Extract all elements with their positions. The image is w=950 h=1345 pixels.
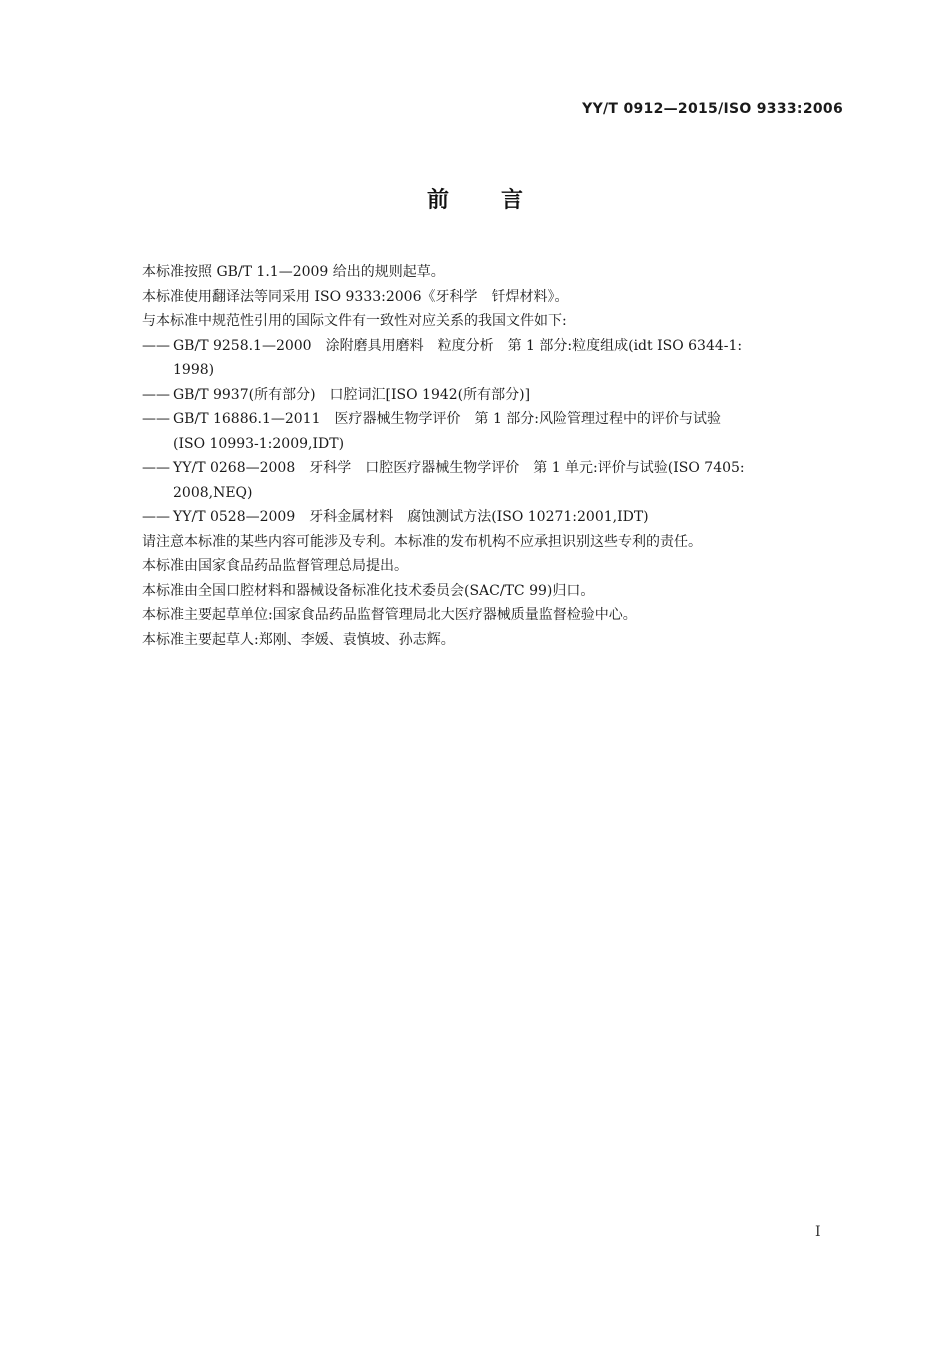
paragraph-patent-notice: 请注意本标准的某些内容可能涉及专利。本标准的发布机构不应承担识别这些专利的责任。	[142, 533, 702, 550]
page-title: 前言	[426, 188, 575, 213]
paragraph-translation-method: 本标准使用翻译法等同采用 ISO 9333:2006《牙科学 钎焊材料》。	[142, 288, 569, 305]
reference-line-continued: 2008,NEQ)	[173, 484, 253, 501]
paragraph-drafting-unit: 本标准主要起草单位:国家食品药品监督管理局北大医疗器械质量监督检验中心。	[142, 607, 637, 623]
dash-marker: ——	[142, 411, 170, 427]
paragraph-committee: 本标准由全国口腔材料和器械设备标准化技术委员会(SAC/TC 99)归口。	[142, 582, 595, 599]
reference-item	[142, 505, 842, 530]
dash-marker: ——	[142, 509, 170, 525]
dash-marker: ——	[142, 337, 170, 354]
reference-line: YY/T 0268—2008 牙科学 口腔医疗器械生物学评价 第 1 单元:评价与试验(ISO 7405:	[173, 460, 745, 476]
reference-item	[142, 407, 842, 456]
reference-line: GB/T 9937(所有部分) 口腔词汇[ISO 1942(所有部分)]	[173, 386, 531, 403]
paragraph-drafters: 本标准主要起草人:郑刚、李媛、袁慎坡、孙志辉。	[142, 631, 455, 648]
paragraph-drafting-rules: 本标准按照 GB/T 1.1—2009 给出的规则起草。	[142, 264, 445, 280]
reference-line-continued: 1998)	[173, 362, 215, 378]
reference-line: GB/T 9258.1—2000 涂附磨具用磨料 粒度分析 第 1 部分:粒度组成(idt ISO 6344-1:	[173, 337, 743, 354]
paragraph-reference-intro: 与本标准中规范性引用的国际文件有一致性对应关系的我国文件如下:	[142, 313, 567, 329]
reference-line: GB/T 16886.1—2011 医疗器械生物学评价 第 1 部分:风险管理过程中的评价与试验	[173, 411, 722, 427]
foreword-body	[142, 260, 842, 652]
reference-item	[142, 334, 842, 383]
paragraph-proposer: 本标准由国家食品药品监督管理总局提出。	[142, 558, 408, 574]
standard-code: YY/T 0912—2015/ISO 9333:2006	[582, 101, 843, 117]
reference-line: YY/T 0528—2009 牙科金属材料 腐蚀测试方法(ISO 10271:2001,IDT)	[173, 509, 649, 525]
reference-line-continued: (ISO 10993-1:2009,IDT)	[173, 435, 345, 452]
page-number: I	[815, 1224, 821, 1240]
dash-marker: ——	[142, 460, 170, 476]
reference-list	[142, 334, 842, 530]
dash-marker: ——	[142, 386, 170, 403]
reference-item	[142, 456, 842, 505]
reference-item	[142, 383, 842, 408]
